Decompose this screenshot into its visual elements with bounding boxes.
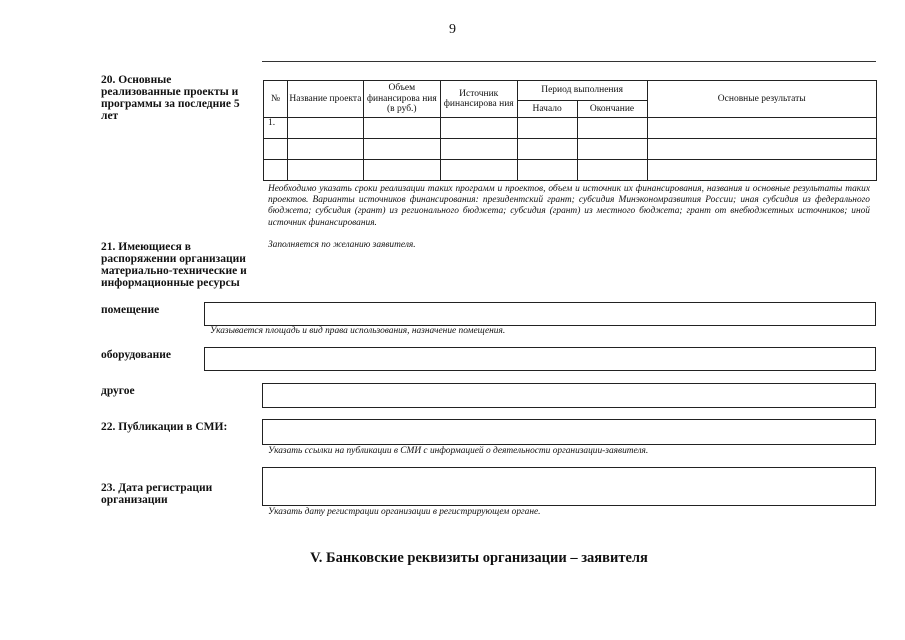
- col-start-header: Начало: [517, 101, 577, 118]
- page-number: 9: [449, 22, 456, 37]
- table-cell[interactable]: [577, 139, 647, 160]
- premises-hint: Указывается площадь и вид права использования, назначение помещения.: [210, 326, 506, 336]
- section-title: V. Банковские реквизиты организации – заявителя: [310, 550, 648, 566]
- other-label: другое: [101, 385, 135, 397]
- table-cell[interactable]: [647, 139, 877, 160]
- table-cell[interactable]: [440, 160, 517, 181]
- table-cell[interactable]: [577, 118, 647, 139]
- row-number-cell[interactable]: [264, 139, 288, 160]
- item21-label: 21. Имеющиеся в распоряжении организации материально-технические и информационные ресурсы: [101, 241, 247, 289]
- col-no-header: №: [264, 81, 288, 118]
- table-cell[interactable]: [577, 160, 647, 181]
- table-cell[interactable]: [287, 139, 363, 160]
- equipment-label: оборудование: [101, 349, 171, 361]
- table-row: [264, 118, 877, 139]
- col-source-header: Источник финансирова ния: [440, 81, 517, 118]
- item21-hint: Заполняется по желанию заявителя.: [268, 240, 416, 250]
- table-cell[interactable]: [517, 118, 577, 139]
- table-cell[interactable]: [647, 160, 877, 181]
- item20-label: 20. Основные реализованные проекты и программы за последние 5 лет: [101, 74, 240, 122]
- table-cell[interactable]: [517, 139, 577, 160]
- table-cell[interactable]: [647, 118, 877, 139]
- registration-date-field[interactable]: [262, 467, 876, 506]
- item22-hint: Указать ссылки на публикации в СМИ с информацией о деятельности организации-заявителя.: [268, 446, 649, 456]
- item20-hint: Необходимо указать сроки реализации таких программ и проектов, объем и источник их финансирования, названия и основные результаты таких проектов. Варианты источников финансирования: президентский грант; субсидия Минэкономразвития России; иная субсидия из федерального бюджета; субсидия (грант) из регионального бюджета; субсидия (грант) из местного бюджета; грант от внебюджетных источников; иной источник финансирования.: [268, 184, 870, 228]
- table-cell[interactable]: [363, 118, 440, 139]
- row-number-cell[interactable]: 1.: [264, 118, 288, 139]
- col-end-header: Окончание: [577, 101, 647, 118]
- col-volume-header: Объем финансирова ния (в руб.): [363, 81, 440, 118]
- premises-field[interactable]: [204, 302, 876, 326]
- table-cell[interactable]: [440, 118, 517, 139]
- publications-field[interactable]: [262, 419, 876, 445]
- table-cell[interactable]: [363, 160, 440, 181]
- col-name-header: Название проекта: [287, 81, 363, 118]
- table-cell[interactable]: [517, 160, 577, 181]
- table-cell[interactable]: [287, 118, 363, 139]
- table-cell[interactable]: [363, 139, 440, 160]
- table-cell[interactable]: [440, 139, 517, 160]
- projects-table: [263, 80, 877, 181]
- equipment-field[interactable]: [204, 347, 876, 371]
- divider-line: [262, 61, 876, 62]
- other-field[interactable]: [262, 383, 876, 408]
- item23-label: 23. Дата регистрации организации: [101, 482, 213, 506]
- col-results-header: Основные результаты: [647, 81, 877, 118]
- item22-label: 22. Публикации в СМИ:: [101, 421, 228, 433]
- table-cell[interactable]: [287, 160, 363, 181]
- table-row: [264, 139, 877, 160]
- premises-label: помещение: [101, 304, 160, 316]
- row-number-cell[interactable]: [264, 160, 288, 181]
- item23-hint: Указать дату регистрации организации в регистрирующем органе.: [268, 507, 541, 517]
- col-period-header: Период выполнения: [517, 81, 647, 101]
- table-row: [264, 160, 877, 181]
